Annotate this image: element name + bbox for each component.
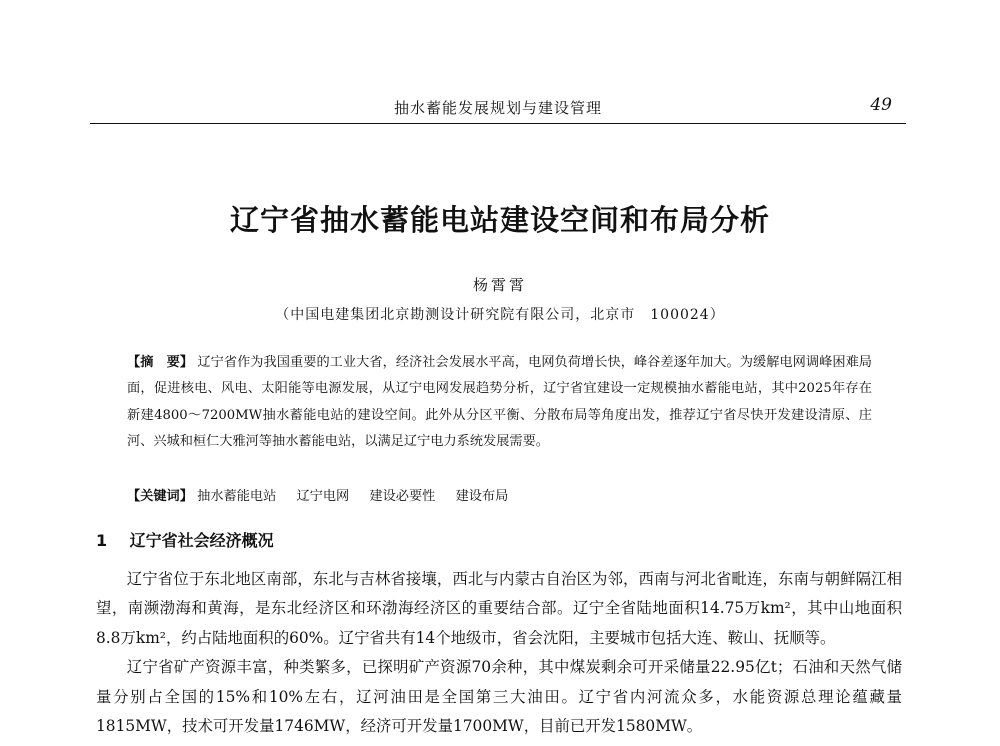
running-title: 抽水蓄能发展规划与建设管理: [393, 99, 602, 117]
abstract-label: 【摘 要】: [127, 355, 194, 370]
abstract-text: 辽宁省作为我国重要的工业大省，经济社会发展水平高，电网负荷增长快，峰谷差逐年加大。为缓解电网调峰困难局面，促进核电、风电、太阳能等电源发展，从辽宁电网发展趋势分析，辽宁省宜建设一定规模抽水蓄能电站，其中2025年存在新建4800～7200MW抽水蓄能电站的建设空间。此外从分区平衡、分散布局等角度出发，推荐辽宁省尽快开发建设清原、庄河、兴城和桓仁大雅河等抽水蓄能电站，以满足辽宁电力系统发展需要。: [127, 355, 872, 450]
keyword: 抽水蓄能电站: [197, 489, 277, 504]
author-name: 杨霄霄: [472, 276, 527, 294]
abstract: [127, 350, 872, 456]
running-header: [90, 93, 906, 121]
keyword: 辽宁电网: [296, 489, 350, 504]
keyword: 建设布局: [455, 489, 509, 504]
body-paragraph: 辽宁省位于东北地区南部，东北与吉林省接壤，西北与内蒙古自治区为邻，西南与河北省毗连，东南与朝鲜隔江相望，南濒渤海和黄海，是东北经济区和环渤海经济区的重要结合部。辽宁全省陆地面积14.75万km²，其中山地面积8.8万km²，约占陆地面积的60%。辽宁省共有14个地级市，省会沈阳，主要城市包括大连、鞍山、抚顺等。: [96, 570, 902, 647]
page-number: 49: [870, 95, 892, 115]
section-title: 辽宁省社会经济概况: [129, 531, 274, 550]
section-number: 1: [96, 531, 108, 550]
body-paragraph: 辽宁省矿产资源丰富，种类繁多，已探明矿产资源70余种，其中煤炭剩余可开采储量22.95亿t；石油和天然气储量分别占全国的15%和10%左右，辽河油田是全国第三大油田。辽宁省内河流众多，水能资源总理论蕴藏量1815MW，技术可开发量1746MW，经济可开发量1700MW，目前已开发1580MW。: [96, 658, 902, 736]
keyword: 建设必要性: [369, 489, 436, 504]
section-heading: [96, 528, 274, 551]
article-title: 辽宁省抽水蓄能电站建设空间和布局分析: [229, 203, 770, 237]
keywords-label: 【关键词】: [127, 489, 193, 504]
keywords: [127, 484, 872, 510]
body-text: [96, 565, 902, 746]
author-affiliation: （中国电建集团北京勘测设计研究院有限公司，北京市 100024）: [275, 307, 725, 323]
header-rule: [90, 123, 906, 124]
